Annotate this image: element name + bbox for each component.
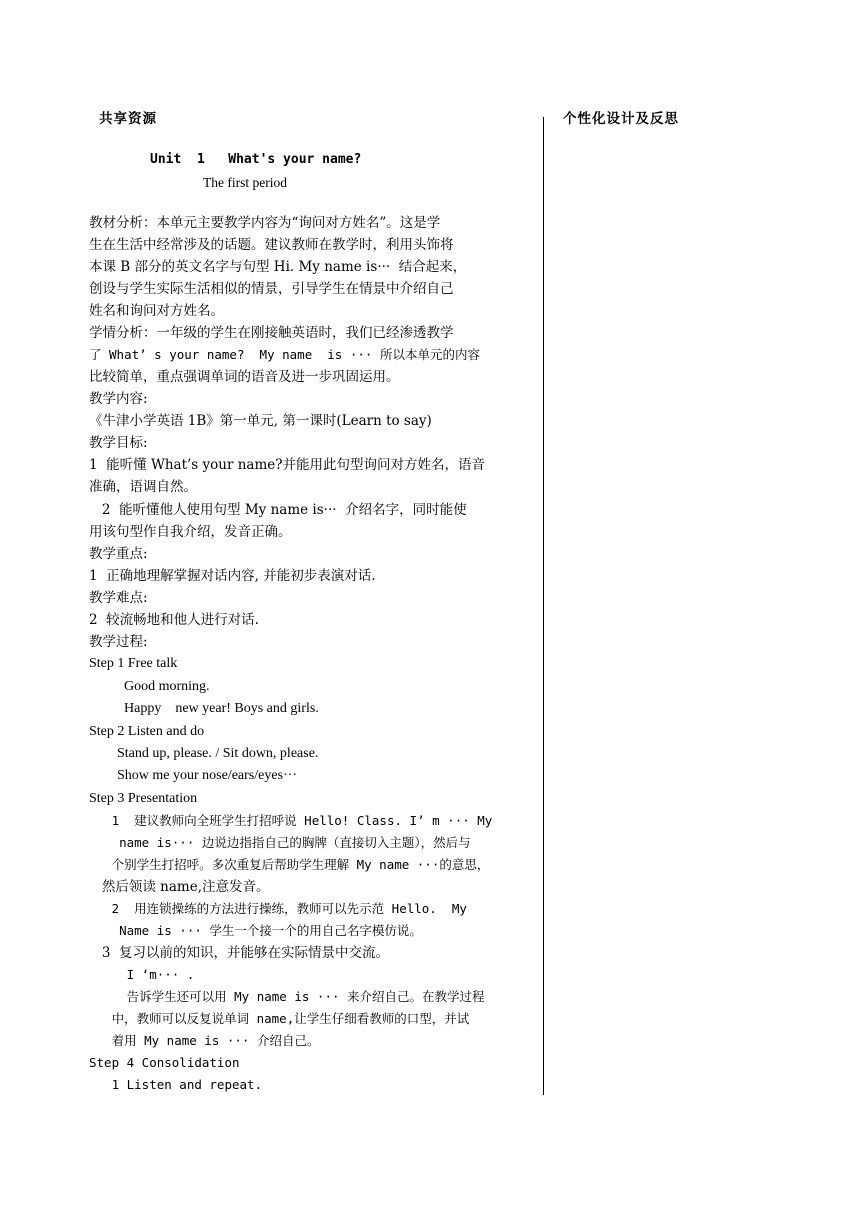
text-line: 教材分析：本单元主要教学内容为“询问对方姓名”。这是学 [89, 215, 441, 231]
text-line: 《牛津小学英语 1B》第一单元, 第一课时(Learn to say) [89, 413, 432, 429]
lesson-subtitle: The first period [203, 175, 287, 190]
text-line: 2 用连锁操练的方法进行操练，教师可以先示范 Hello. My [89, 901, 467, 916]
header-shared-resources: 共享资源 [99, 111, 157, 127]
text-line: 1 Listen and repeat. [89, 1077, 263, 1092]
text-line: 2 能听懂他人使用句型 My name is··· 介绍名字，同时能使 [89, 502, 467, 518]
column-divider [543, 117, 544, 1095]
text-line: 比较简单，重点强调单词的语音及进一步巩固运用。 [89, 369, 400, 385]
text-line: 学情分析：一年级的学生在刚接触英语时，我们已经渗透教学 [89, 325, 454, 341]
text-line: 教学目标: [89, 435, 148, 451]
text-line: 然后领读 name,注意发音。 [89, 879, 270, 895]
text-line: 教学难点: [89, 590, 148, 606]
text-line: 生在生活中经常涉及的话题。建议教师在教学时，利用头饰将 [89, 237, 454, 253]
text-line: Show me your nose/ears/eyes··· [89, 768, 298, 783]
text-line: 本课 B 部分的英文名字与句型 Hi. My name is··· 结合起来， [89, 259, 467, 275]
text-line: 了 What’ s your name? My name is ··· 所以本单元的内容 [89, 347, 480, 362]
text-line: 教学过程: [89, 634, 148, 650]
text-line: name is··· 边说边指指自己的胸牌（直接切入主题），然后与 [89, 835, 471, 850]
text-line: 1 建议教师向全班学生打招呼说 Hello! Class. I’ m ··· My [89, 813, 493, 828]
text-line: 教学重点: [89, 546, 148, 562]
step-heading: Step 1 Free talk [89, 656, 178, 671]
text-line: Name is ··· 学生一个接一个的用自己名字模仿说。 [89, 923, 422, 938]
text-line: 个别学生打招呼。多次重复后帮助学生理解 My name ···的意思， [89, 857, 490, 872]
text-line: 准确，语调自然。 [89, 479, 197, 495]
text-line: 告诉学生还可以用 My name is ··· 来介绍自己。在教学过程 [89, 989, 485, 1004]
text-line: Happy new year! Boys and girls. [89, 701, 319, 716]
text-line: 1 能听懂 What’s your name?并能用此句型询问对方姓名，语音 [89, 457, 485, 473]
text-line: 着用 My name is ··· 介绍自己。 [89, 1033, 320, 1048]
lesson-title: Unit 1 What's your name? [150, 152, 362, 167]
header-personalized-design: 个性化设计及反思 [563, 111, 679, 127]
step-heading: Step 2 Listen and do [89, 724, 205, 739]
step-heading: Step 4 Consolidation [89, 1055, 240, 1070]
text-line: 姓名和询问对方姓名。 [89, 303, 224, 319]
text-line: Good morning. [89, 679, 210, 694]
text-line: 中，教师可以反复说单词 name,让学生仔细看教师的口型，并试 [89, 1011, 470, 1026]
text-line: 用该句型作自我介绍，发音正确。 [89, 524, 292, 540]
text-line: 教学内容: [89, 391, 148, 407]
step-heading: Step 3 Presentation [89, 791, 198, 806]
text-line: 1 正确地理解掌握对话内容, 并能初步表演对话. [89, 568, 376, 584]
text-line: 3 复习以前的知识，并能够在实际情景中交流。 [89, 945, 390, 961]
text-line: Stand up, please. / Sit down, please. [89, 746, 319, 761]
text-line: 2 较流畅地和他人进行对话. [89, 612, 259, 628]
text-line: I ‘m··· . [89, 967, 195, 982]
text-line: 创设与学生实际生活相似的情景，引导学生在情景中介绍自己 [89, 281, 454, 297]
